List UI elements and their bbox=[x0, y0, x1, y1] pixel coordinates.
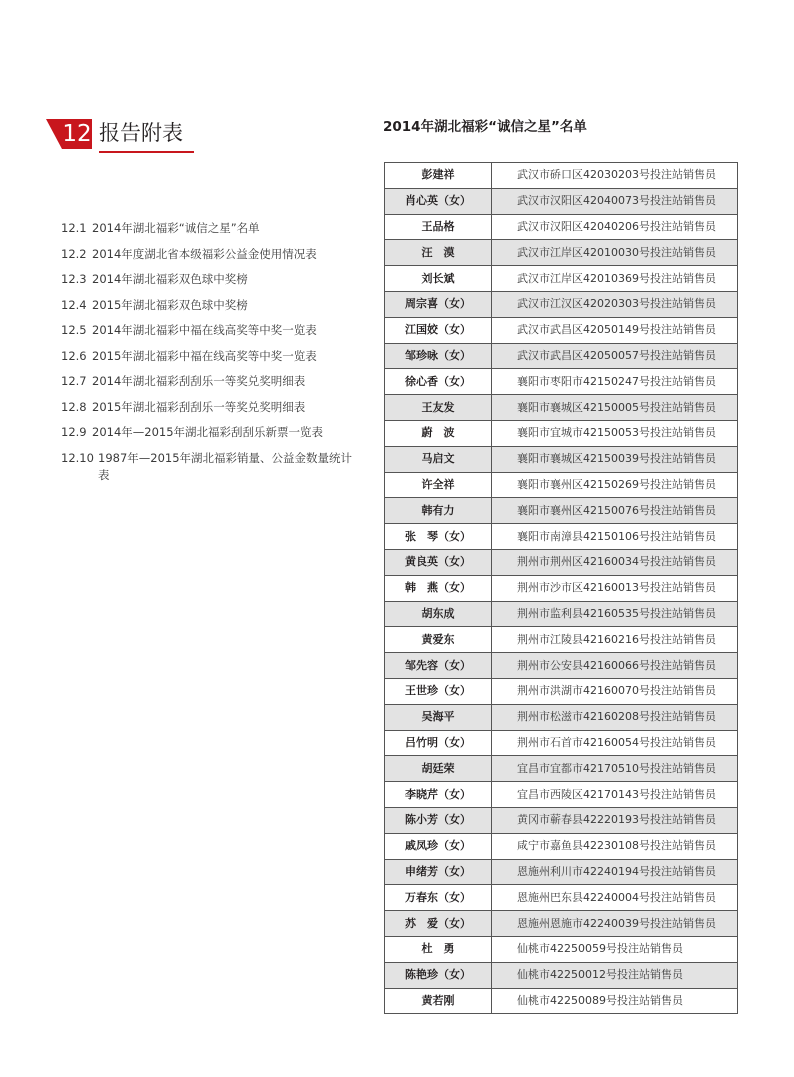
person-name-cell: 王友发 bbox=[385, 395, 492, 421]
table-row bbox=[385, 472, 738, 498]
toc-item bbox=[61, 399, 361, 416]
table-row bbox=[385, 549, 738, 575]
person-name-cell: 邹先容（女） bbox=[385, 653, 492, 679]
station-role-cell: 襄阳市襄城区42150039号投注站销售员 bbox=[492, 446, 738, 472]
table-row bbox=[385, 446, 738, 472]
station-role-cell: 荆州市洪湖市42160070号投注站销售员 bbox=[492, 678, 738, 704]
station-role-cell: 荆州市沙市区42160013号投注站销售员 bbox=[492, 575, 738, 601]
station-role-cell: 恩施州巴东县42240004号投注站销售员 bbox=[492, 885, 738, 911]
toc-item-text: 2015年湖北福彩中福在线高奖等中奖一览表 bbox=[92, 348, 317, 363]
person-name-cell: 王品格 bbox=[385, 214, 492, 240]
person-name-cell: 黄若刚 bbox=[385, 988, 492, 1014]
table-row bbox=[385, 343, 738, 369]
table-row bbox=[385, 730, 738, 756]
honor-roll-table bbox=[384, 162, 738, 1014]
station-role-cell: 武汉市汉阳区42040206号投注站销售员 bbox=[492, 214, 738, 240]
person-name-cell: 李晓芹（女） bbox=[385, 782, 492, 808]
table-row bbox=[385, 627, 738, 653]
person-name-cell: 邹珍咏（女） bbox=[385, 343, 492, 369]
station-role-cell: 荆州市松滋市42160208号投注站销售员 bbox=[492, 704, 738, 730]
station-role-cell: 武汉市汉阳区42040073号投注站销售员 bbox=[492, 188, 738, 214]
table-row bbox=[385, 911, 738, 937]
table-row bbox=[385, 395, 738, 421]
station-role-cell: 武汉市江汉区42020303号投注站销售员 bbox=[492, 291, 738, 317]
toc-item-number: 12.8 bbox=[61, 399, 87, 414]
person-name-cell: 王世珍（女） bbox=[385, 678, 492, 704]
toc-item bbox=[61, 450, 361, 484]
person-name-cell: 蔚 波 bbox=[385, 420, 492, 446]
toc-item-number: 12.9 bbox=[61, 425, 87, 439]
station-role-cell: 襄阳市枣阳市42150247号投注站销售员 bbox=[492, 369, 738, 395]
person-name-cell: 肖心英（女） bbox=[385, 188, 492, 214]
person-name-cell: 周宗喜（女） bbox=[385, 291, 492, 317]
toc-item-number: 12.2 bbox=[61, 246, 87, 261]
table-row bbox=[385, 756, 738, 782]
person-name-cell: 陈小芳（女） bbox=[385, 807, 492, 833]
station-role-cell: 仙桃市42250059号投注站销售员 bbox=[492, 936, 738, 962]
station-role-cell: 仙桃市42250012号投注站销售员 bbox=[492, 962, 738, 988]
toc-item-number: 12.10 bbox=[61, 450, 94, 465]
person-name-cell: 黄爱东 bbox=[385, 627, 492, 653]
toc-item bbox=[61, 322, 361, 339]
toc-item-text: 2014年湖北福彩中福在线高奖等中奖一览表 bbox=[92, 323, 317, 337]
person-name-cell: 吴海平 bbox=[385, 704, 492, 730]
toc-item bbox=[61, 348, 361, 365]
toc-item-text: 2014年湖北福彩刮刮乐一等奖兑奖明细表 bbox=[92, 374, 306, 388]
chapter-header bbox=[46, 117, 194, 153]
toc-item-number: 12.3 bbox=[61, 272, 87, 286]
station-role-cell: 襄阳市襄城区42150005号投注站销售员 bbox=[492, 395, 738, 421]
person-name-cell: 彭建祥 bbox=[385, 163, 492, 189]
person-name-cell: 申绪芳（女） bbox=[385, 859, 492, 885]
person-name-cell: 戚凤珍（女） bbox=[385, 833, 492, 859]
table-row bbox=[385, 885, 738, 911]
station-role-cell: 武汉市武昌区42050057号投注站销售员 bbox=[492, 343, 738, 369]
person-name-cell: 陈艳珍（女） bbox=[385, 962, 492, 988]
table-row bbox=[385, 214, 738, 240]
station-role-cell: 黄冈市蕲春县42220193号投注站销售员 bbox=[492, 807, 738, 833]
station-role-cell: 襄阳市南漳县42150106号投注站销售员 bbox=[492, 524, 738, 550]
person-name-cell: 万春东（女） bbox=[385, 885, 492, 911]
toc-item bbox=[61, 220, 361, 237]
station-role-cell: 荆州市江陵县42160216号投注站销售员 bbox=[492, 627, 738, 653]
toc-item-text: 2015年湖北福彩刮刮乐一等奖兑奖明细表 bbox=[92, 399, 306, 414]
station-role-cell: 荆州市监利县42160535号投注站销售员 bbox=[492, 601, 738, 627]
table-row bbox=[385, 859, 738, 885]
toc-item-number: 12.4 bbox=[61, 297, 87, 312]
chapter-red-wedge bbox=[46, 119, 62, 149]
table-row bbox=[385, 833, 738, 859]
toc-item-text: 2014年湖北福彩双色球中奖榜 bbox=[92, 272, 248, 286]
table-row bbox=[385, 369, 738, 395]
table-row bbox=[385, 240, 738, 266]
toc-item-number: 12.7 bbox=[61, 374, 87, 388]
station-role-cell: 武汉市江岸区42010369号投注站销售员 bbox=[492, 266, 738, 292]
table-row bbox=[385, 936, 738, 962]
station-role-cell: 恩施州恩施市42240039号投注站销售员 bbox=[492, 911, 738, 937]
toc-item-text: 1987年—2015年湖北福彩销量、公益金数量统计表 bbox=[98, 450, 353, 482]
toc-item bbox=[61, 246, 361, 263]
station-role-cell: 武汉市江岸区42010030号投注站销售员 bbox=[492, 240, 738, 266]
station-role-cell: 咸宁市嘉鱼县42230108号投注站销售员 bbox=[492, 833, 738, 859]
toc-item-text: 2015年湖北福彩双色球中奖榜 bbox=[92, 297, 248, 312]
toc-item bbox=[61, 297, 361, 314]
person-name-cell: 胡廷荣 bbox=[385, 756, 492, 782]
person-name-cell: 马启文 bbox=[385, 446, 492, 472]
table-row bbox=[385, 807, 738, 833]
person-name-cell: 胡东成 bbox=[385, 601, 492, 627]
table-row bbox=[385, 575, 738, 601]
table-of-contents bbox=[61, 220, 361, 492]
station-role-cell: 襄阳市宜城市42150053号投注站销售员 bbox=[492, 420, 738, 446]
person-name-cell: 刘长斌 bbox=[385, 266, 492, 292]
station-role-cell: 武汉市硚口区42030203号投注站销售员 bbox=[492, 163, 738, 189]
station-role-cell: 襄阳市襄州区42150269号投注站销售员 bbox=[492, 472, 738, 498]
table-row bbox=[385, 524, 738, 550]
station-role-cell: 宜昌市宜都市42170510号投注站销售员 bbox=[492, 756, 738, 782]
toc-item bbox=[61, 373, 361, 390]
person-name-cell: 吕竹明（女） bbox=[385, 730, 492, 756]
toc-item bbox=[61, 271, 361, 288]
list-title: 2014年湖北福彩“诚信之星”名单 bbox=[383, 119, 587, 135]
table-row bbox=[385, 266, 738, 292]
toc-item-text: 2014年—2015年湖北福彩刮刮乐新票一览表 bbox=[92, 425, 324, 439]
table-row bbox=[385, 962, 738, 988]
honor-roll-body bbox=[385, 163, 738, 1014]
table-row bbox=[385, 678, 738, 704]
person-name-cell: 杜 勇 bbox=[385, 936, 492, 962]
station-role-cell: 武汉市武昌区42050149号投注站销售员 bbox=[492, 317, 738, 343]
table-row bbox=[385, 317, 738, 343]
person-name-cell: 苏 爱（女） bbox=[385, 911, 492, 937]
person-name-cell: 黄良英（女） bbox=[385, 549, 492, 575]
station-role-cell: 荆州市公安县42160066号投注站销售员 bbox=[492, 653, 738, 679]
toc-item-text: 2014年湖北福彩“诚信之星”名单 bbox=[92, 221, 260, 235]
person-name-cell: 徐心香（女） bbox=[385, 369, 492, 395]
table-row bbox=[385, 188, 738, 214]
person-name-cell: 江国姣（女） bbox=[385, 317, 492, 343]
chapter-underline bbox=[99, 151, 194, 153]
station-role-cell: 襄阳市襄州区42150076号投注站销售员 bbox=[492, 498, 738, 524]
person-name-cell: 韩有力 bbox=[385, 498, 492, 524]
station-role-cell: 荆州市石首市42160054号投注站销售员 bbox=[492, 730, 738, 756]
person-name-cell: 汪 漠 bbox=[385, 240, 492, 266]
chapter-number: 12 bbox=[62, 121, 92, 147]
toc-item-number: 12.6 bbox=[61, 348, 87, 363]
toc-item-text: 2014年度湖北省本级福彩公益金使用情况表 bbox=[92, 246, 317, 261]
table-row bbox=[385, 163, 738, 189]
chapter-title: 报告附表 bbox=[99, 121, 183, 145]
table-row bbox=[385, 498, 738, 524]
person-name-cell: 韩 燕（女） bbox=[385, 575, 492, 601]
station-role-cell: 荆州市荆州区42160034号投注站销售员 bbox=[492, 549, 738, 575]
table-row bbox=[385, 704, 738, 730]
table-row bbox=[385, 601, 738, 627]
toc-item bbox=[61, 424, 361, 441]
person-name-cell: 张 琴（女） bbox=[385, 524, 492, 550]
person-name-cell: 许全祥 bbox=[385, 472, 492, 498]
toc-item-number: 12.5 bbox=[61, 323, 87, 337]
table-row bbox=[385, 291, 738, 317]
table-row bbox=[385, 782, 738, 808]
table-row bbox=[385, 420, 738, 446]
station-role-cell: 恩施州利川市42240194号投注站销售员 bbox=[492, 859, 738, 885]
station-role-cell: 仙桃市42250089号投注站销售员 bbox=[492, 988, 738, 1014]
toc-item-number: 12.1 bbox=[61, 221, 87, 235]
table-row bbox=[385, 653, 738, 679]
station-role-cell: 宜昌市西陵区42170143号投注站销售员 bbox=[492, 782, 738, 808]
table-row bbox=[385, 988, 738, 1014]
